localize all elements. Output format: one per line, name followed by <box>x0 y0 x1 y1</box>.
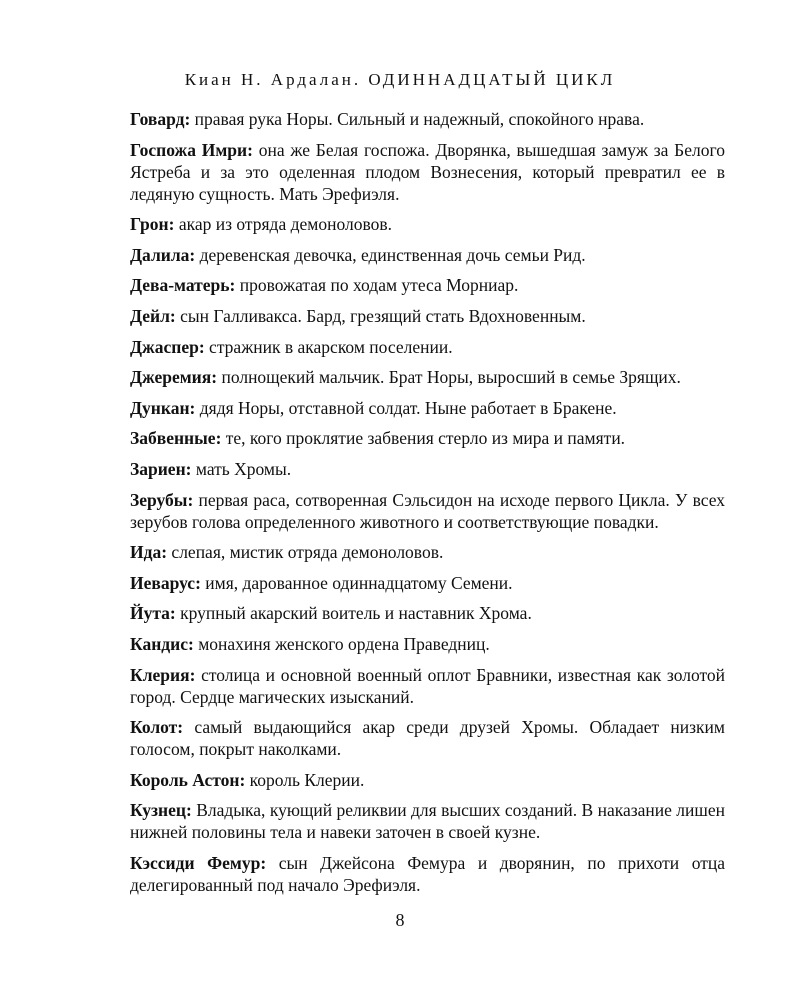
entry-separator: : <box>185 800 192 821</box>
glossary-entry <box>130 305 725 327</box>
entry-definition: крупный акарский воитель и наставник Хрома. <box>175 603 532 624</box>
glossary-entry <box>130 489 725 533</box>
entry-separator: : <box>168 214 175 235</box>
entry-term: Госпожа Имри <box>130 139 248 160</box>
entry-definition: она же Белая госпожа. Дворянка, вышедшая замуж за Белого Ястреба и за это оделенная плодом Вознесения, который превратил ее в ледяную сущность. Мать Эрефиэля. <box>130 139 725 204</box>
glossary-entry <box>130 799 725 843</box>
glossary-entry <box>130 139 725 205</box>
entry-term: Грон <box>130 214 169 235</box>
entry-definition: деревенская девочка, единственная дочь семьи Рид. <box>195 244 586 265</box>
entry-definition: монахиня женского ордена Праведниц. <box>193 633 490 654</box>
entry-term: Дейл <box>130 305 170 326</box>
entry-definition: слепая, мистик отряда демоноловов. <box>167 542 444 563</box>
entry-definition: полнощекий мальчик. Брат Норы, выросший в семье Зрящих. <box>217 367 681 388</box>
entry-definition: сын Джейсона Фемура и дворянин, по прихоти отца делегированный под начало Эрефиэля. <box>130 852 725 895</box>
entry-separator: : <box>188 633 194 654</box>
glossary-entry <box>130 366 725 388</box>
entry-separator: : <box>189 397 196 418</box>
entry-separator: : <box>198 336 205 357</box>
entry-term: Джаспер <box>130 336 199 357</box>
entry-term: Йута <box>130 603 170 624</box>
entry-definition: те, кого проклятие забвения стерло из мира и памяти. <box>221 428 626 449</box>
entry-definition: акар из отряда демоноловов. <box>174 214 392 235</box>
entry-term: Кузнец <box>130 800 186 821</box>
glossary-entry <box>130 213 725 235</box>
glossary-entry <box>130 458 725 480</box>
entry-separator: : <box>195 572 201 593</box>
entry-definition: дядя Норы, отставной солдат. Ныне работает в Бракене. <box>195 397 617 418</box>
entry-term: Дева-матерь <box>130 275 230 296</box>
glossary-entry <box>130 274 725 296</box>
entry-separator: : <box>260 852 267 873</box>
entry-term: Дункан <box>130 397 190 418</box>
glossary-entry <box>130 244 725 266</box>
entry-definition: самый выдающийся акар среди друзей Хромы. Обладает низким голосом, покрыт наколками. <box>130 717 725 760</box>
glossary-entry <box>130 633 725 655</box>
entry-separator: : <box>215 428 222 449</box>
glossary-entry <box>130 572 725 594</box>
glossary-entry <box>130 427 725 449</box>
entry-term: Джеремия <box>130 367 212 388</box>
entry-separator: : <box>229 275 236 296</box>
entry-term: Говард <box>130 109 185 129</box>
entry-term: Далила <box>130 244 190 265</box>
entry-term: Колот <box>130 717 178 738</box>
glossary-entry <box>130 397 725 419</box>
entry-definition: имя, дарованное одиннадцатому Семени. <box>200 572 513 593</box>
entry-separator: : <box>247 139 253 160</box>
entry-separator: : <box>169 603 176 624</box>
entry-term: Иеварус <box>130 572 196 593</box>
entry-definition: Владыка, кующий реликвии для высших созданий. В наказание лишен нижней половины тела и навеки заточен в своей кузне. <box>130 800 725 843</box>
entry-separator: : <box>185 458 192 479</box>
entry-definition: стражник в акарском поселении. <box>204 336 453 357</box>
glossary-entry <box>130 769 725 791</box>
running-header: Киан Н. Ардалан. ОДИННАДЦАТЫЙ ЦИКЛ <box>184 70 616 89</box>
glossary-entry <box>130 602 725 624</box>
entry-term: Кандис <box>130 633 188 654</box>
entry-separator: : <box>169 305 176 326</box>
entry-term: Ида <box>130 542 162 563</box>
entry-term: Зариен <box>130 458 186 479</box>
entry-separator: : <box>187 489 194 510</box>
glossary-entry <box>130 541 725 563</box>
entry-definition: первая раса, сотворенная Сэльсидон на исходе первого Цикла. У всех зерубов голова определенного животного и соответствующие повадки. <box>130 489 725 532</box>
entry-definition: провожатая по ходам утеса Морниар. <box>235 275 519 296</box>
entry-term: Кэссиди Фемур <box>130 852 261 873</box>
entry-separator: : <box>189 664 196 685</box>
glossary-entry <box>130 336 725 358</box>
entry-separator: : <box>211 367 218 388</box>
entry-term: Забвенные <box>130 428 216 449</box>
glossary-entry <box>130 852 725 896</box>
entry-term: Король Астон <box>130 769 240 790</box>
entry-definition: мать Хромы. <box>191 458 292 479</box>
entry-definition: король Клерии. <box>245 769 365 790</box>
glossary-entry <box>130 716 725 760</box>
entry-term: Зерубы <box>130 489 188 510</box>
entry-definition: столица и основной военный оплот Бравники, известная как золотой город. Сердце магических изысканий. <box>130 664 725 707</box>
glossary-entries <box>130 108 725 904</box>
entry-separator: : <box>177 717 184 738</box>
entry-separator: : <box>161 542 168 563</box>
glossary-entry <box>130 664 725 708</box>
glossary-entry <box>130 108 725 130</box>
entry-separator: : <box>239 769 246 790</box>
page-number: 8 <box>395 910 405 930</box>
entry-separator: : <box>189 244 196 265</box>
entry-definition: правая рука Норы. Сильный и надежный, спокойного нрава. <box>190 109 645 129</box>
entry-separator: : <box>184 109 191 129</box>
entry-definition: сын Галливакса. Бард, грезящий стать Вдохновенным. <box>175 305 586 326</box>
entry-term: Клерия <box>130 664 190 685</box>
